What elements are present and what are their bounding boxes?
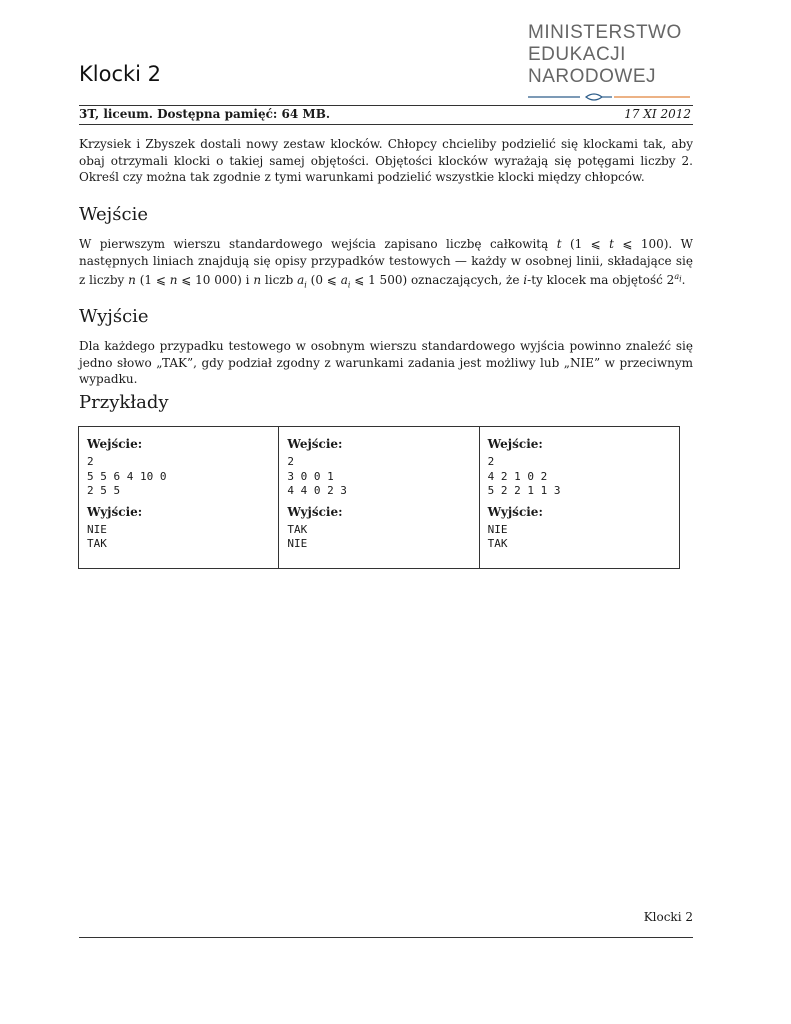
example-input-line: 2 — [287, 455, 294, 468]
logo-line: NARODOWEJ — [528, 66, 656, 87]
header-bottom-rule — [79, 124, 693, 125]
example-output-line: TAK — [87, 537, 107, 550]
logo-pen-icon — [528, 92, 690, 102]
example-output-line: NIE — [287, 537, 308, 550]
example-column — [480, 427, 679, 568]
task-date: 17 XI 2012 — [624, 107, 691, 121]
footer-rule — [79, 937, 693, 938]
output-heading: Wyjście — [79, 306, 149, 327]
example-output-label: Wyjście: — [487, 504, 543, 519]
example-column — [279, 427, 479, 568]
example-input-line: 4 2 1 0 2 — [487, 469, 548, 483]
example-input-line: 4 4 0 2 3 — [287, 484, 347, 497]
header-top-rule — [79, 105, 693, 106]
intro-paragraph: Krzysiek i Zbyszek dostali nowy zestaw klocków. Chłopcy chcieliby podzielić się klockami tak, aby obaj otrzymali klocki o takiej samej objętości. Objętości klocków wyrażają się potęgami liczby 2. Określ czy można tak zgodnie z tymi warunkami podzielić wszystkie klocki między chłopców. — [79, 137, 693, 184]
example-output-line: TAK — [287, 522, 308, 536]
footer-title: Klocki 2 — [643, 910, 693, 924]
example-output-label: Wyjście: — [87, 504, 143, 519]
ministry-logo — [528, 22, 692, 88]
input-heading: Wejście — [79, 204, 148, 225]
example-input-line: 2 — [487, 455, 495, 468]
logo-line: MINISTERSTWO — [528, 22, 682, 43]
page-title: Klocki 2 — [79, 62, 162, 86]
examples-table — [78, 426, 680, 569]
example-output-label: Wyjście: — [287, 504, 343, 519]
example-output-line: TAK — [487, 537, 508, 550]
example-input-line: 3 0 0 1 — [287, 469, 334, 483]
example-output-line: NIE — [487, 522, 508, 536]
example-input-line: 2 5 5 — [87, 484, 121, 497]
output-paragraph: Dla każdego przypadku testowego w osobnym wierszu standardowego wyjścia powinno znaleźć się jedno słowo „TAK”, gdy podział zgodny z warunkami zadania jest możliwy lub „NIE” w przeciwnym wypadku. — [79, 339, 693, 386]
example-column — [79, 427, 279, 568]
examples-heading: Przykłady — [79, 392, 169, 413]
example-output-line: NIE — [87, 522, 107, 536]
example-input-line: 5 2 2 1 1 3 — [487, 484, 561, 497]
example-input-label: Wejście: — [87, 437, 143, 451]
example-input-label: Wejście: — [287, 437, 343, 451]
subheader — [79, 107, 691, 123]
logo-line: EDUKACJI — [528, 44, 626, 65]
task-info: 3T, liceum. Dostępna pamięć: 64 MB. — [79, 107, 331, 121]
example-input-line: 2 — [87, 455, 94, 468]
input-paragraph: W pierwszym wierszu standardowego wejścia zapisano liczbę całkowitą t (1 ⩽ t ⩽ 100). W następnych liniach znajdują się opisy przypadków testowych — każdy w osobnej linii, składające się z liczby n (1 ⩽ n ⩽ 10 000) i n liczb $a_i$ (0 ⩽ $a_i$ ⩽ 1 500) oznaczających, że i-ty klocek ma objętość $2^{a_i}$. — [79, 237, 693, 290]
example-input-line: 5 5 6 4 10 0 — [87, 469, 167, 483]
example-input-label: Wejście: — [487, 437, 543, 451]
